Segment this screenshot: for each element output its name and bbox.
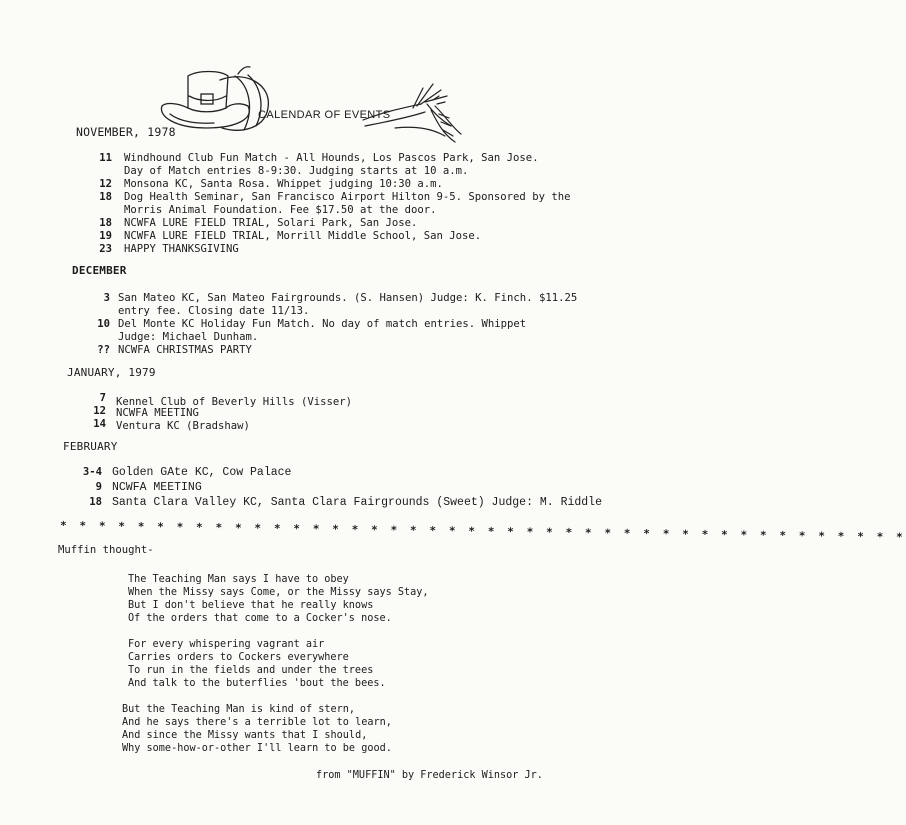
- poem-line: The Teaching Man says I have to obey: [128, 574, 349, 585]
- event-line: entry fee. Closing date 11/13.: [118, 305, 310, 317]
- calendar-title: CALENDAR OF EVENTS: [258, 109, 391, 121]
- event-day: 23: [99, 243, 112, 255]
- event-day: 7: [99, 392, 106, 404]
- event-line: HAPPY THANKSGIVING: [124, 243, 239, 255]
- star-separator: * * * * * * * * * * * * * * * * * * * * * * * * * * * * * * * * * * * * * * * * * * * *: [59, 519, 906, 544]
- event-line: Judge: Michael Dunham.: [118, 331, 259, 343]
- event-line: Day of Match entries 8-9:30. Judging starts at 10 a.m.: [124, 165, 469, 177]
- poem-line: And since the Missy wants that I should,: [122, 730, 368, 741]
- event-line: NCWFA LURE FIELD TRIAL, Solari Park, San Jose.: [124, 217, 418, 229]
- poem-line: For every whispering vagrant air: [128, 639, 325, 650]
- event-day: 10: [97, 318, 110, 330]
- event-day: 9: [95, 481, 102, 493]
- event-line: NCWFA MEETING: [116, 407, 199, 419]
- month-title: NOVEMBER, 1978: [76, 125, 176, 139]
- event-day: 18: [99, 217, 112, 229]
- event-line: San Mateo KC, San Mateo Fairgrounds. (S. Hansen) Judge: K. Finch. $11.25: [118, 292, 578, 304]
- event-line: Kennel Club of Beverly Hills (Visser): [116, 396, 352, 408]
- event-day: 14: [93, 418, 106, 430]
- event-day: 11: [99, 152, 112, 164]
- event-day: 3-4: [82, 466, 102, 478]
- poem-line: Carries orders to Cockers everywhere: [128, 652, 349, 663]
- event-day: 12: [93, 405, 106, 417]
- event-line: Ventura KC (Bradshaw): [116, 420, 250, 432]
- poem-line: When the Missy says Come, or the Missy says Stay,: [128, 587, 429, 598]
- month-heading-december: DECEMBER: [72, 264, 127, 277]
- poem-line: And talk to the buterflies 'bout the bees.: [128, 678, 386, 689]
- event-day: 12: [99, 178, 112, 190]
- event-day: ??: [97, 344, 110, 356]
- month-heading-february: FEBRUARY: [63, 440, 118, 453]
- event-line: Santa Clara Valley KC, Santa Clara Fairgrounds (Sweet) Judge: M. Riddle: [112, 496, 602, 509]
- event-line: NCWFA LURE FIELD TRIAL, Morrill Middle School, San Jose.: [124, 230, 482, 242]
- month-heading-january: JANUARY, 1979: [67, 366, 156, 379]
- event-line: NCWFA CHRISTMAS PARTY: [118, 344, 252, 356]
- poem-line: And he says there's a terrible lot to learn,: [122, 717, 392, 728]
- event-line: Golden GAte KC, Cow Palace: [112, 466, 292, 479]
- poem-line: Of the orders that come to a Cocker's nose.: [128, 613, 392, 624]
- event-day: 18: [89, 496, 102, 508]
- poem-heading: Muffin thought-: [58, 544, 154, 556]
- event-line: Windhound Club Fun Match - All Hounds, Los Pascos Park, San Jose.: [124, 152, 539, 164]
- poem-line: Why some-how-or-other I'll learn to be good.: [122, 743, 392, 754]
- event-line: Dog Health Seminar, San Francisco Airport Hilton 9-5. Sponsored by the: [124, 191, 571, 203]
- event-line: NCWFA MEETING: [112, 481, 202, 494]
- event-day: 18: [99, 191, 112, 203]
- poem-attribution: from "MUFFIN" by Frederick Winsor Jr.: [316, 770, 543, 781]
- poem-line: To run in the fields and under the trees: [128, 665, 374, 676]
- event-line: Morris Animal Foundation. Fee $17.50 at the door.: [124, 204, 437, 216]
- event-day: 3: [103, 292, 110, 304]
- event-line: Del Monte KC Holiday Fun Match. No day of match entries. Whippet: [118, 318, 527, 330]
- event-day: 19: [99, 230, 112, 242]
- poem-line: But I don't believe that he really knows: [128, 600, 374, 611]
- event-line: Monsona KC, Santa Rosa. Whippet judging 10:30 a.m.: [124, 178, 443, 190]
- poem-line: But the Teaching Man is kind of stern,: [122, 704, 356, 715]
